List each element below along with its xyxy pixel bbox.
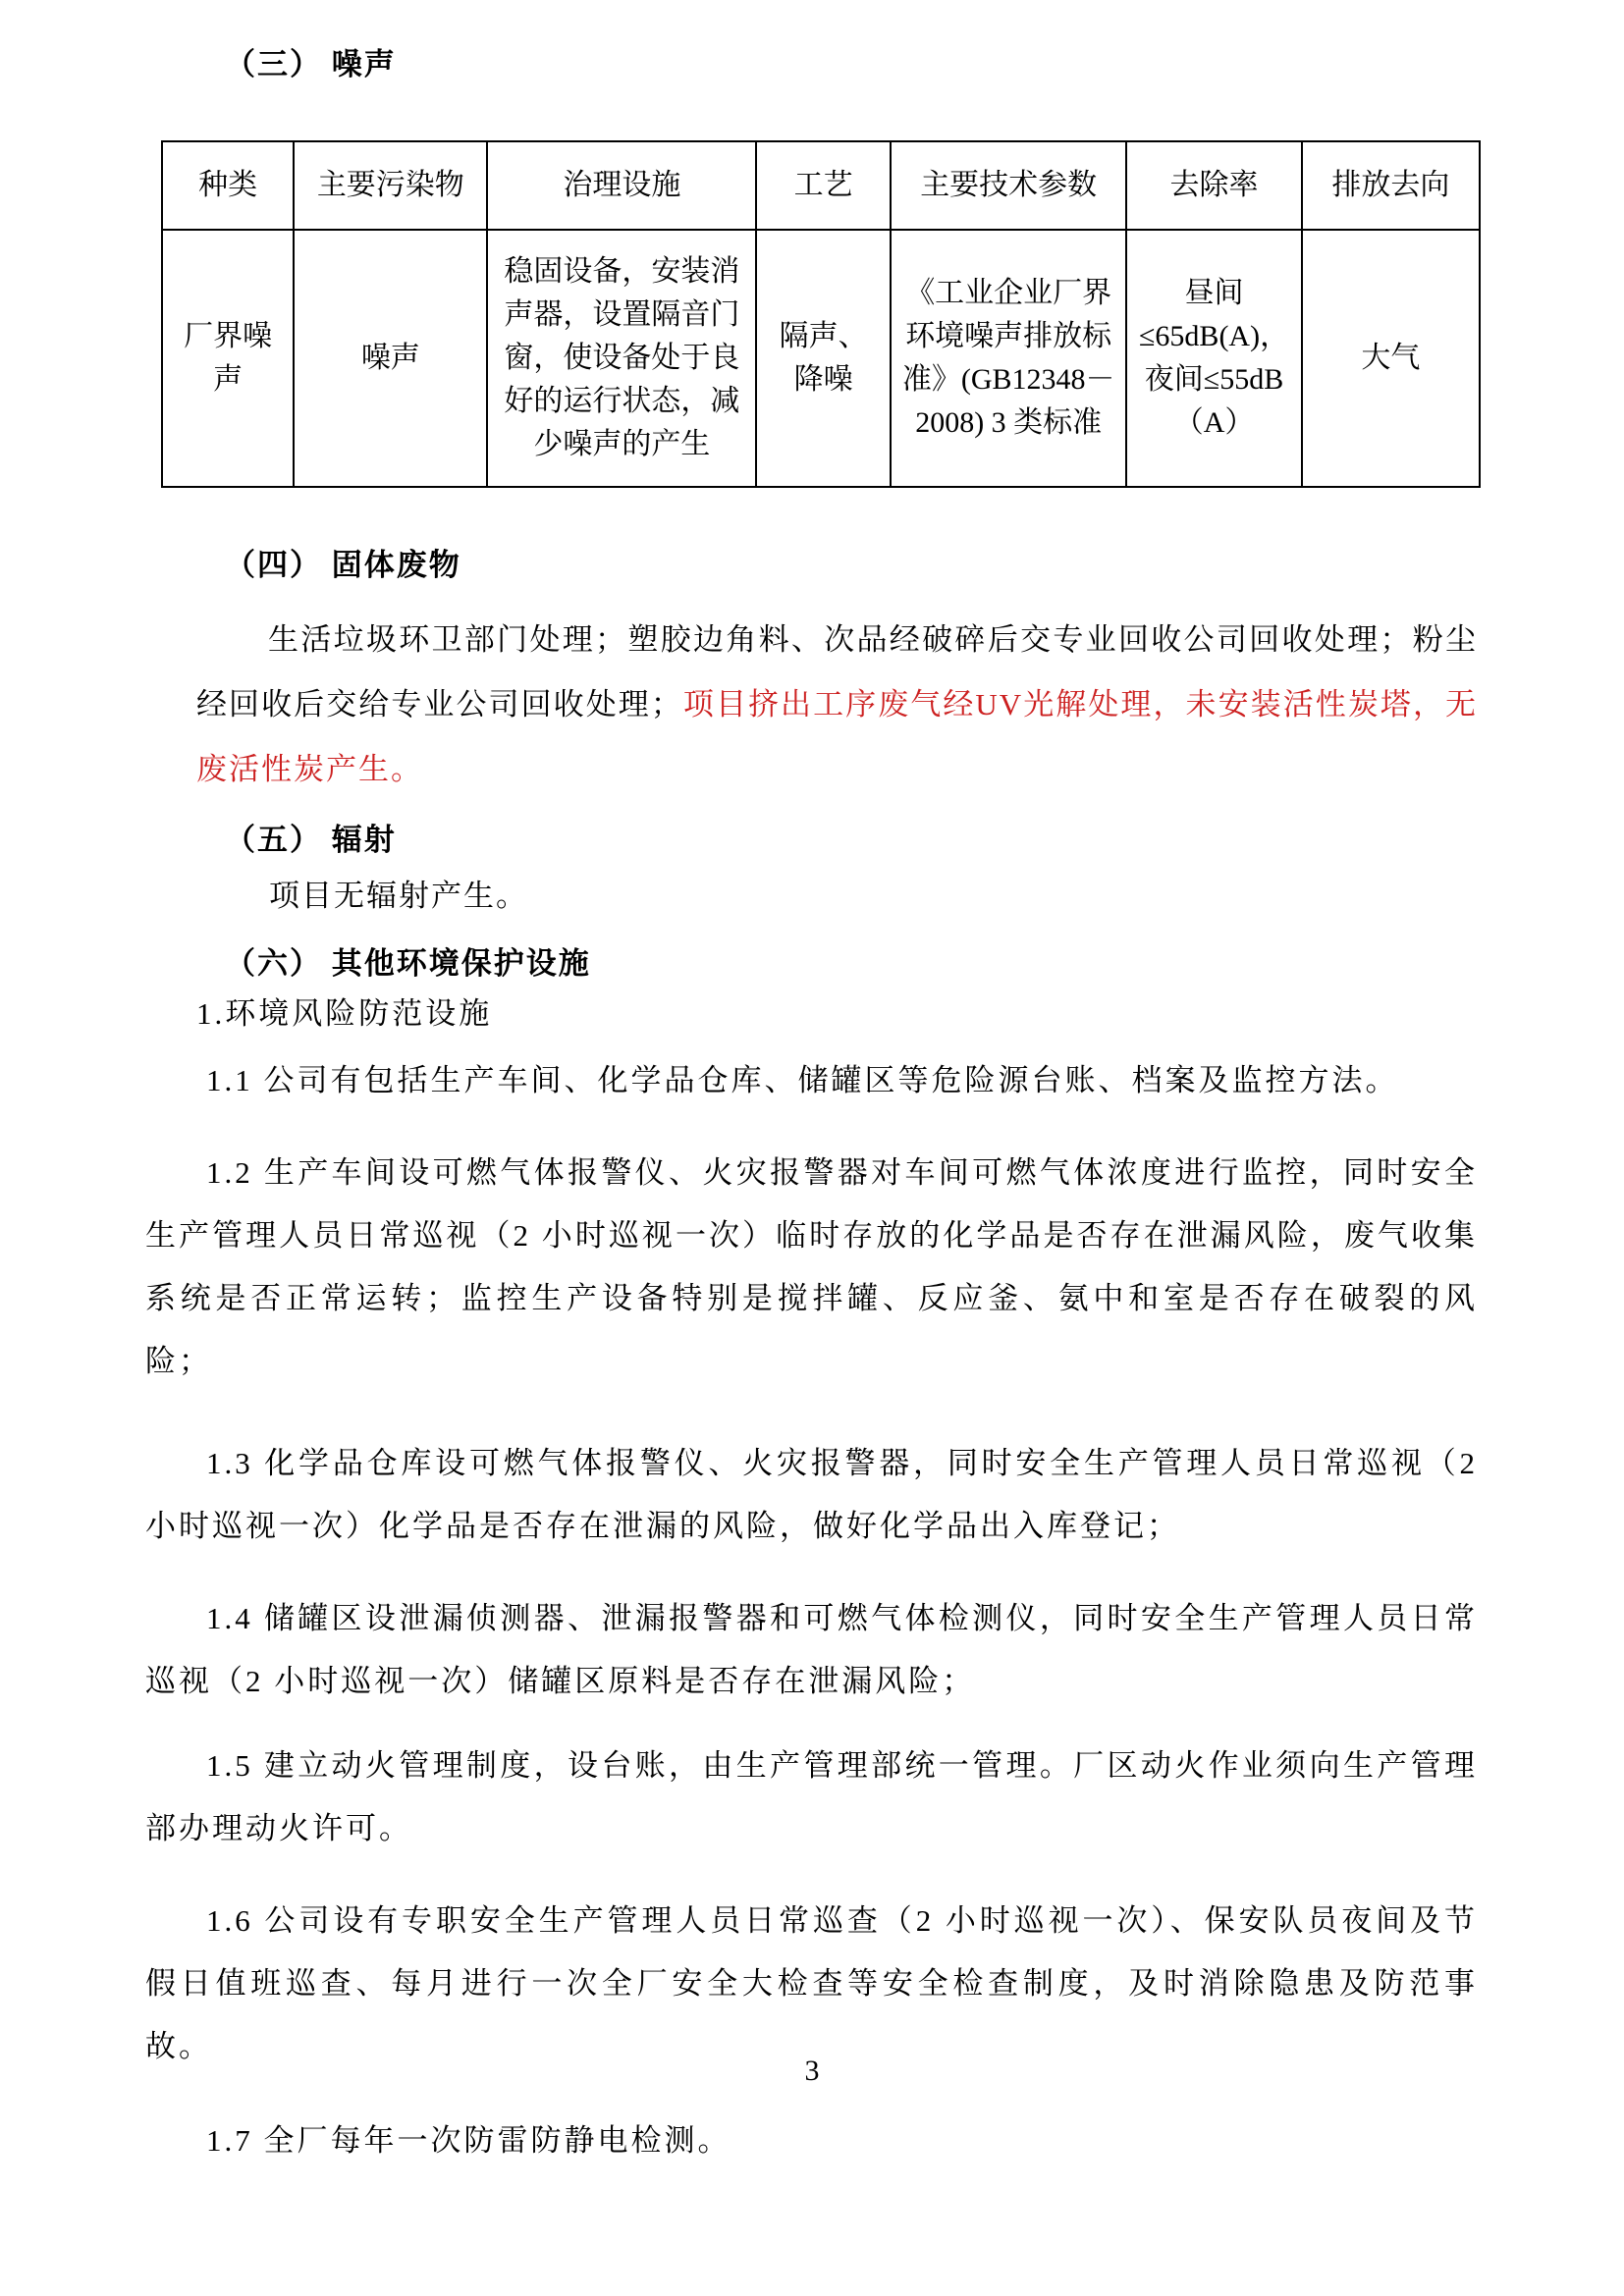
column-header-process: 工艺 xyxy=(756,141,891,230)
cell-discharge: 大气 xyxy=(1302,230,1480,487)
risk-prevention-subtitle: 1.环境风险防范设施 xyxy=(196,996,493,1031)
radiation-paragraph: 项目无辐射产生。 xyxy=(269,879,528,913)
heading-noise: （三） 噪声 xyxy=(225,47,397,81)
column-header-discharge: 排放去向 xyxy=(1302,141,1480,230)
column-header-tech-params: 主要技术参数 xyxy=(891,141,1126,230)
cell-tech-params: 《工业企业厂界环境噪声排放标准》(GB12348－2008) 3 类标准 xyxy=(891,230,1126,487)
heading-other-facilities: （六） 其他环境保护设施 xyxy=(225,946,591,981)
solid-waste-text: 生活垃圾环卫部门处理；塑胶边角料、次品经破碎后交专业回收公司回收处理；粉尘经回收后交给专业公司回收处理； xyxy=(196,622,1478,721)
table-header-row xyxy=(162,141,1480,230)
table-row xyxy=(162,230,1480,487)
column-header-pollutant: 主要污染物 xyxy=(294,141,487,230)
cell-facility: 稳固设备，安装消声器，设置隔音门窗，使设备处于良好的运行状态，减少噪声的产生 xyxy=(487,230,756,487)
risk-item-1-4: 1.4 储罐区设泄漏侦测器、泄漏报警器和可燃气体检测仪，同时安全生产管理人员日常巡视（2 小时巡视一次）储罐区原料是否存在泄漏风险； xyxy=(145,1601,1478,1698)
cell-process: 隔声、降噪 xyxy=(756,230,891,487)
cell-removal-rate: 昼间≤65dB(A)，夜间≤55dB（A） xyxy=(1126,230,1301,487)
cell-pollutant: 噪声 xyxy=(294,230,487,487)
risk-item-1-2: 1.2 生产车间设可燃气体报警仪、火灾报警器对车间可燃气体浓度进行监控，同时安全生产管理人员日常巡视（2 小时巡视一次）临时存放的化学品是否存在泄漏风险，废气收集系统是否正常运转；监控生产设备特别是搅拌罐、反应釜、氨中和室是否存在破裂的风险； xyxy=(145,1155,1478,1378)
solid-waste-paragraph xyxy=(196,608,1478,802)
noise-table xyxy=(161,140,1481,488)
heading-solid-waste: （四） 固体废物 xyxy=(225,548,461,582)
risk-item-1-6: 1.6 公司设有专职安全生产管理人员日常巡查（2 小时巡视一次）、保安队员夜间及节假日值班巡查、每月进行一次全厂安全大检查等安全检查制度，及时消除隐患及防范事故。 xyxy=(145,1903,1478,2063)
risk-item-1-5: 1.5 建立动火管理制度，设台账，由生产管理部统一管理。厂区动火作业须向生产管理部办理动火许可。 xyxy=(145,1748,1478,1845)
cell-kind: 厂界噪声 xyxy=(162,230,294,487)
solid-waste-red-text: 项目挤出工序废气经UV光解处理，未安装活性炭塔，无废活性炭产生。 xyxy=(196,687,1479,786)
column-header-facility: 治理设施 xyxy=(487,141,756,230)
heading-radiation: （五） 辐射 xyxy=(225,823,397,857)
page-number: 3 xyxy=(804,2055,820,2087)
risk-item-1-1: 1.1 公司有包括生产车间、化学品仓库、储罐区等危险源台账、档案及监控方法。 xyxy=(206,1063,1399,1097)
column-header-removal-rate: 去除率 xyxy=(1126,141,1301,230)
column-header-kind: 种类 xyxy=(162,141,294,230)
risk-item-1-7: 1.7 全厂每年一次防雷防静电检测。 xyxy=(206,2123,731,2158)
risk-item-1-3: 1.3 化学品仓库设可燃气体报警仪、火灾报警器，同时安全生产管理人员日常巡视（2 小时巡视一次）化学品是否存在泄漏的风险，做好化学品出入库登记； xyxy=(145,1446,1478,1543)
